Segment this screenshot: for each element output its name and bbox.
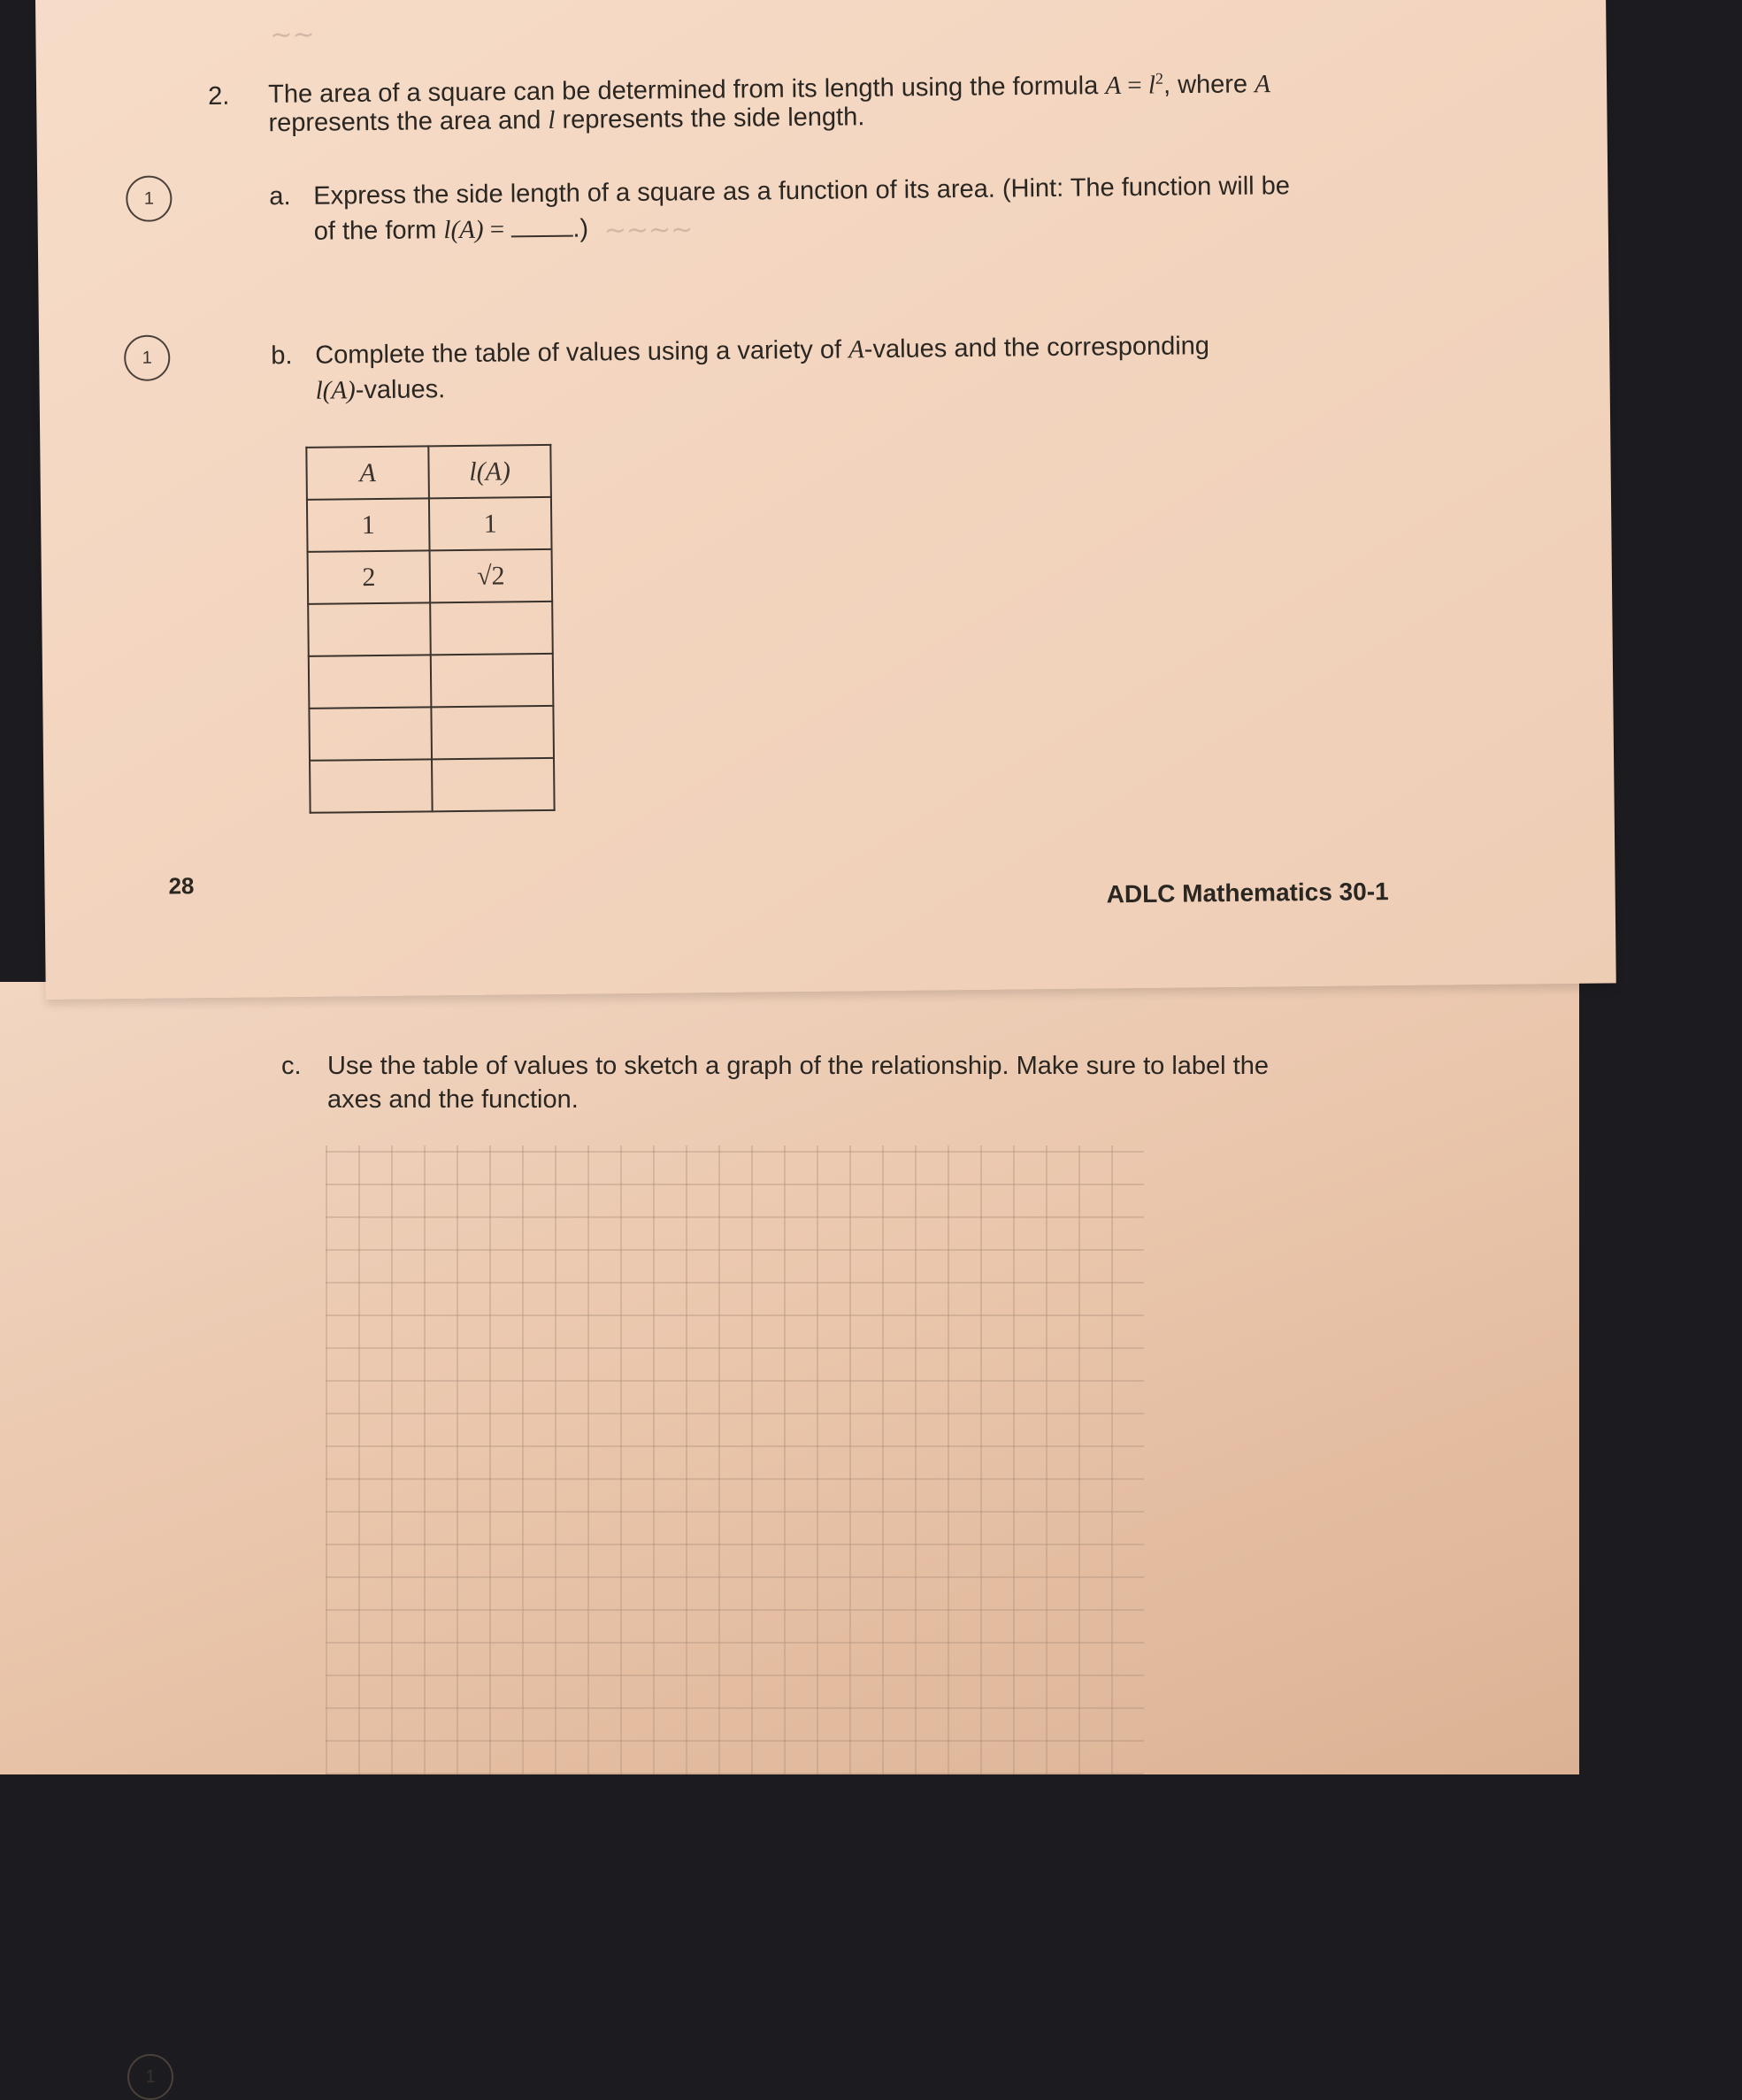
- part-b-text-3: -values.: [355, 375, 446, 405]
- table-header-a: A: [306, 446, 429, 499]
- intro-text-4: represents the side length.: [555, 103, 865, 134]
- part-b-text-2: -values and the corresponding: [863, 332, 1210, 364]
- part-a-equals: =: [483, 215, 511, 244]
- footer-course-title: ADLC Mathematics 30-1: [1106, 878, 1389, 908]
- table-cell[interactable]: [431, 706, 554, 759]
- part-b-var-a: A: [848, 335, 864, 364]
- part-c-line1: Use the table of values to sketch a graph of the relationship. Make sure to label the: [327, 1052, 1269, 1080]
- part-b-line2: [315, 372, 445, 409]
- table-cell[interactable]: [309, 707, 432, 760]
- marks-circle-b: [124, 334, 171, 381]
- part-a-form-text: of the form: [313, 216, 444, 246]
- answer-blank[interactable]: [510, 214, 572, 238]
- question-intro-line2: [268, 99, 864, 141]
- part-b-letter: b.: [271, 341, 293, 371]
- table-header-la: l(A): [428, 445, 551, 498]
- part-a-line2: [314, 211, 589, 249]
- part-b-function: l(A): [315, 376, 356, 405]
- table-cell[interactable]: [309, 655, 432, 708]
- graph-grid: [326, 1146, 1144, 1774]
- intro-text-2: , where: [1163, 70, 1255, 100]
- intro-text-3: represents the area and: [268, 105, 549, 138]
- intro-var-l: l: [548, 105, 556, 134]
- table-cell: 1: [307, 498, 430, 551]
- pencil-work-a: ~~~~: [603, 214, 694, 247]
- intro-text-1: The area of a square can be determined from its length using the formula: [267, 71, 1106, 109]
- formula-area-var: A: [1105, 71, 1122, 100]
- page-number: 28: [168, 872, 195, 900]
- table-row: [310, 758, 555, 813]
- marks-circle-a: [126, 175, 173, 222]
- marks-value-a: 1: [143, 188, 155, 209]
- part-a-close: .): [572, 214, 589, 243]
- table-header-row: [306, 445, 551, 500]
- marks-value-c: 1: [145, 2066, 156, 2087]
- table-cell[interactable]: [431, 654, 554, 707]
- table-cell[interactable]: [308, 602, 431, 655]
- marks-circle-c: [127, 2054, 173, 2100]
- values-table: [305, 444, 555, 814]
- table-cell: 1: [429, 497, 552, 550]
- formula-exponent: 2: [1155, 69, 1164, 88]
- table-cell: √2: [430, 549, 553, 602]
- table-cell: 2: [308, 550, 431, 603]
- table-row: [309, 654, 554, 709]
- table-cell[interactable]: [430, 602, 553, 655]
- part-b-text-1: Complete the table of values using a variety of: [315, 335, 849, 370]
- marks-value-b: 1: [142, 348, 152, 368]
- part-b-line1: [315, 328, 1209, 373]
- part-c-letter: c.: [281, 1052, 302, 1080]
- table-row: [308, 602, 553, 656]
- question-number: 2.: [207, 81, 230, 111]
- table-row: [309, 706, 554, 761]
- table-row: [307, 497, 552, 552]
- formula-length-var: l: [1147, 71, 1156, 100]
- intro-var-a: A: [1254, 70, 1271, 99]
- table-row: [308, 549, 553, 604]
- formula-equals: =: [1120, 71, 1149, 100]
- part-a-line1: Express the side length of a square as a function of its area. (Hint: The function will be: [313, 172, 1291, 211]
- part-a-function: l(A): [443, 215, 484, 245]
- upper-worksheet-page: [35, 0, 1616, 1000]
- pencil-mark: ~~: [270, 19, 315, 51]
- table-cell[interactable]: [310, 759, 433, 812]
- part-a-letter: a.: [269, 181, 291, 211]
- part-c-line2: axes and the function.: [327, 1085, 579, 1114]
- table-cell[interactable]: [432, 758, 555, 811]
